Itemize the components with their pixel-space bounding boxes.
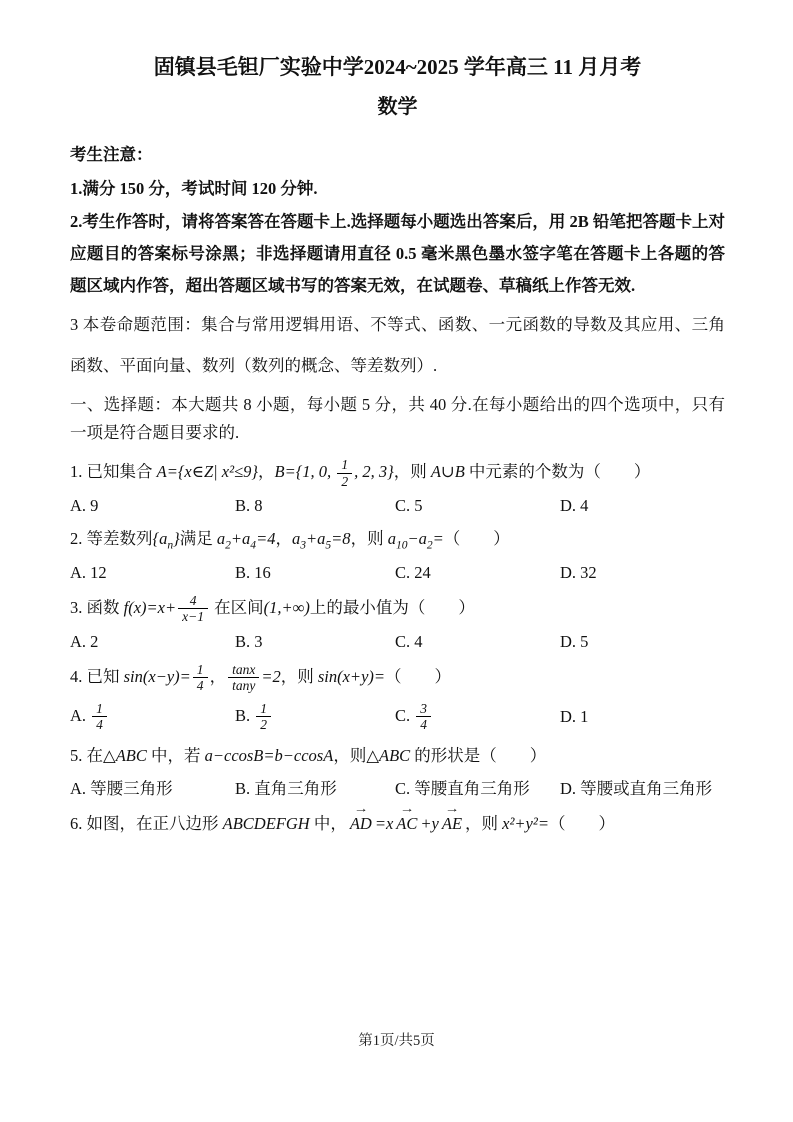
text: （ ） [385, 666, 452, 686]
math-text: A={x∈Z| x²≤9} [156, 462, 258, 482]
fraction: $\frac{1}{4}$ [191, 662, 210, 694]
text: B. 16 [235, 562, 271, 582]
question-3-option-a [70, 632, 235, 652]
text: D. 5 [560, 631, 589, 651]
text: ， [209, 666, 227, 686]
text: 2. 等差数列 [70, 529, 153, 549]
text: D. 32 [560, 562, 597, 582]
text: ，则 [393, 462, 431, 482]
math-text: +a [306, 529, 326, 549]
math-text: =4 [256, 529, 276, 549]
text: D. 等腰或直角三角形 [560, 779, 713, 799]
fraction: $\frac{\tan x}{\tan y}$ [226, 662, 261, 694]
question-5-options [70, 775, 725, 799]
question-5 [70, 743, 725, 800]
math-text: a [291, 529, 301, 549]
page-footer: 第1页/共5页 [358, 1033, 435, 1049]
text: 中， [309, 814, 347, 834]
subscript: 4 [250, 539, 257, 552]
text: C. 5 [395, 496, 423, 516]
question-2-stem [70, 526, 725, 555]
subscript: n [167, 539, 174, 552]
text: D. 1 [560, 706, 589, 726]
math-text: a−ccosB=b−ccosA [204, 745, 334, 765]
text: C. 4 [395, 631, 423, 651]
math-text: B={1, 0, [274, 462, 336, 482]
text: ，则 [465, 814, 503, 834]
question-3 [70, 593, 725, 652]
math-text: = [432, 529, 444, 549]
question-3-option-b [235, 632, 395, 652]
section-heading: 一、选择题：本大题共 8 小题，每小题 5 分，共 40 分.在每小题给出的四个选项中，只有一项是符合题目要求的. [70, 394, 725, 442]
text: 4. 已知 [70, 666, 124, 686]
text: C. 24 [395, 562, 431, 582]
subscript: 3 [300, 539, 306, 552]
subscript: 5 [325, 539, 332, 552]
vector-notation: AE → [442, 809, 462, 837]
question-1-option-c [395, 496, 560, 516]
fraction: $\frac{1}{2}$ [254, 701, 273, 733]
text: B. 8 [235, 496, 263, 516]
text: A. 12 [70, 562, 107, 582]
subscript: 2 [225, 539, 231, 552]
subscript: 2 [426, 539, 433, 552]
math-text: sin(x−y)= [123, 666, 191, 686]
math-text: +y [420, 814, 439, 834]
math-text: sin(x+y)= [317, 666, 386, 686]
math-text: x²+y²= [502, 814, 549, 834]
text: C. 等腰直角三角形 [395, 779, 530, 799]
math-text: △ABC [103, 745, 147, 765]
question-3-stem [70, 593, 725, 625]
text: D. 4 [560, 496, 589, 516]
text: ， [258, 462, 275, 482]
fraction: $\frac{3}{4}$ [414, 701, 433, 733]
question-4-option-d [560, 707, 725, 727]
text: 3. 函数 [70, 597, 124, 617]
text: ，则 [333, 745, 367, 765]
text: A. 2 [70, 631, 99, 651]
fraction: $\frac{4}{x-1}$ [176, 593, 210, 625]
text: B. 3 [235, 631, 263, 651]
question-1 [70, 457, 725, 516]
math-text: =2 [261, 666, 281, 686]
text: 在区间 [210, 597, 264, 617]
question-4-options [70, 701, 725, 733]
math-text: } [173, 529, 180, 549]
text: 满足 [179, 529, 217, 549]
vector-notation: AD → [350, 809, 372, 837]
question-5-option-d [560, 775, 725, 799]
text: C. [395, 705, 415, 725]
question-2-option-b [235, 563, 395, 583]
text: 中元素的个数为（ ） [464, 462, 651, 482]
text: B. 直角三角形 [235, 779, 337, 799]
question-3-options [70, 632, 725, 652]
math-text: (1,+∞) [263, 597, 310, 617]
text: 5. 在 [70, 745, 103, 765]
page-title: 固镇县毛钽厂实验中学2024~2025 学年高三 11 月月考 [153, 55, 642, 79]
question-2-option-d [560, 563, 725, 583]
math-text: =8 [331, 529, 351, 549]
math-text: =x [374, 814, 394, 834]
text: 的形状是（ ） [410, 745, 547, 765]
text: 6. 如图，在正八边形 [70, 814, 223, 834]
math-text: , 2, 3} [354, 462, 394, 482]
question-1-option-b [235, 496, 395, 516]
notice-item-2: 2.考生作答时，请将答案答在答题卡上.选择题每小题选出答案后，用 2B 铅笔把答题卡上对应题目的答案标号涂黑；非选择题请用直径 0.5 毫米黑色墨水签字笔在答题卡上各题的答题区域内作答，超出答题区域书写的答案无效，在试题卷、草稿纸上作答无效. [70, 211, 725, 295]
question-6 [70, 809, 725, 837]
math-text: f(x)=x+ [123, 597, 177, 617]
text: ，则 [350, 529, 388, 549]
subscript: 10 [395, 539, 408, 552]
text: 中，若 [146, 745, 205, 765]
question-2 [70, 526, 725, 582]
math-text: +a [230, 529, 251, 549]
fraction: $\frac{1}{2}$ [335, 457, 354, 489]
question-2-option-c [395, 563, 560, 583]
question-1-option-d [560, 496, 725, 516]
subject-title: 数学 [377, 96, 418, 119]
question-3-option-c [395, 632, 560, 652]
question-5-stem [70, 743, 725, 769]
text: A. 9 [70, 496, 99, 516]
text: B. [235, 705, 255, 725]
math-text: ABCDEFGH [222, 814, 310, 834]
text: ，则 [280, 666, 318, 686]
text: 上的最小值为（ ） [309, 597, 475, 617]
math-text: −a [407, 529, 427, 549]
text: A. [70, 705, 91, 725]
question-4-stem [70, 662, 725, 694]
text: （ ） [548, 814, 615, 834]
notice-heading: 考生注意： [70, 145, 153, 165]
text: 1. 已知集合 [70, 462, 157, 482]
question-1-option-a [70, 496, 235, 516]
notice-item-1: 1.满分 150 分，考试时间 120 分钟. [70, 179, 318, 199]
question-4-option-b [235, 701, 395, 733]
question-2-option-a [70, 563, 235, 583]
vector-notation: AC → [396, 809, 417, 837]
question-5-option-c [395, 775, 560, 799]
question-4-option-c [395, 701, 560, 733]
math-text: a [387, 529, 396, 549]
question-1-stem [70, 457, 725, 489]
text: A. 等腰三角形 [70, 779, 173, 799]
math-text: {a [152, 529, 168, 549]
text: （ ） [443, 529, 510, 549]
question-5-option-b [235, 775, 395, 799]
fraction: $\frac{1}{4}$ [90, 701, 109, 733]
text: ， [275, 529, 292, 549]
math-text: △ABC [366, 745, 411, 765]
question-6-stem [70, 809, 725, 837]
math-text: a [216, 529, 226, 549]
question-4 [70, 662, 725, 733]
question-3-option-d [560, 632, 725, 652]
question-4-option-a [70, 701, 235, 733]
question-1-options [70, 496, 725, 516]
question-5-option-a [70, 775, 235, 799]
notice-item-3: 3 本卷命题范围：集合与常用逻辑用语、不等式、函数、一元函数的导数及其应用、三角函数、平面向量、数列（数列的概念、等差数列）. [70, 315, 725, 376]
question-2-options [70, 563, 725, 583]
math-text: A∪B [430, 462, 465, 482]
